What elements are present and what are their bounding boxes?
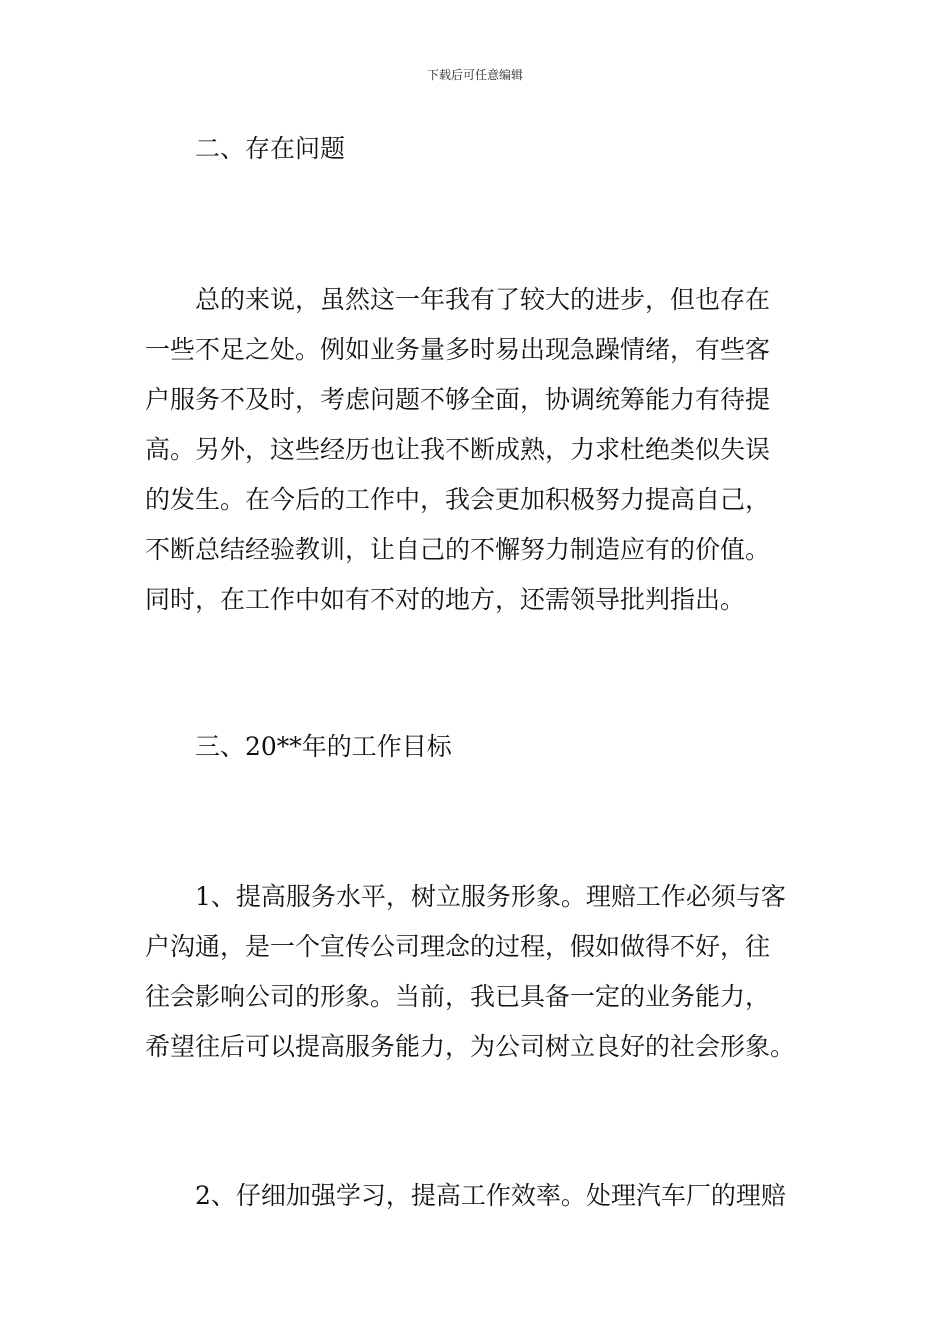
paragraph-line: 2、仔细加强学习，提高工作效率。处理汽车厂的理赔 [195, 1181, 786, 1210]
paragraph-line: 1、提高服务水平，树立服务形象。理赔工作必须与客 [195, 882, 786, 911]
section-heading-goals: 三、20**年的工作目标 [195, 732, 452, 761]
paragraph-line: 希望往后可以提高服务能力，为公司树立良好的社会形象。 [145, 1032, 796, 1061]
section-heading-problems: 二、存在问题 [195, 134, 346, 163]
paragraph-line: 户沟通，是一个宣传公司理念的过程，假如做得不好，往 [145, 932, 771, 961]
header-note: 下载后可任意编辑 [426, 68, 523, 82]
paragraph-line: 的发生。在今后的工作中，我会更加积极努力提高自己， [145, 485, 771, 514]
paragraph-line: 户服务不及时，考虑问题不够全面，协调统筹能力有待提 [145, 385, 771, 414]
paragraph-line: 一些不足之处。例如业务量多时易出现急躁情绪，有些客 [145, 335, 771, 364]
paragraph-line: 不断总结经验教训，让自己的不懈努力制造应有的价值。 [145, 535, 771, 564]
paragraph-line: 高。另外，这些经历也让我不断成熟，力求杜绝类似失误 [145, 435, 771, 464]
paragraph-line: 同时，在工作中如有不对的地方，还需领导批判指出。 [145, 585, 746, 614]
paragraph-line: 往会影响公司的形象。当前，我已具备一定的业务能力， [145, 982, 771, 1011]
paragraph-line: 总的来说，虽然这一年我有了较大的进步，但也存在 [195, 285, 771, 314]
